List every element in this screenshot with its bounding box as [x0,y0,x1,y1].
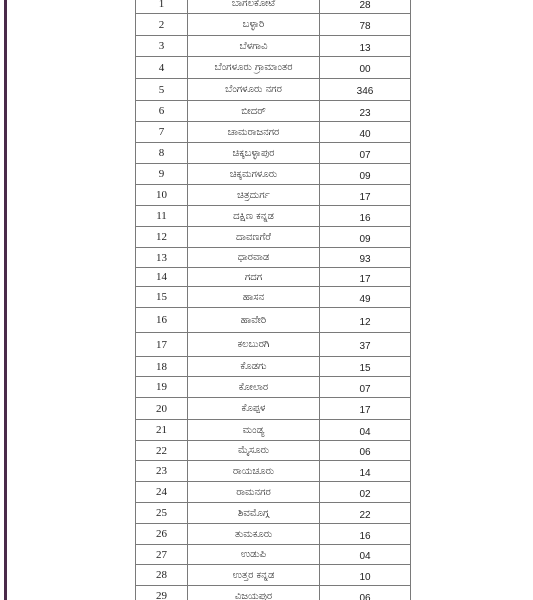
serial-number-cell: 20 [136,398,188,420]
table-row [136,377,411,398]
district-name-cell: ವಿಜಯಪುರ [188,586,320,600]
district-name-cell: ಮಂಡ್ಯ [188,420,320,441]
district-name-cell: ಬೆಳಗಾವಿ [188,36,320,57]
table-row [136,565,411,586]
count-value: 78 [359,21,371,32]
count-cell [320,14,411,36]
count-cell [320,482,411,503]
serial-number-cell: 16 [136,308,188,333]
district-name-cell: ಚಾಮರಾಜನಗರ [188,122,320,143]
serial-number-cell: 2 [136,14,188,36]
table-row [136,333,411,357]
district-name-cell: ಬಾಗಲಕೋಟೆ [188,0,320,14]
district-name-cell: ಕೋಲಾರ [188,377,320,398]
count-cell [320,398,411,420]
count-cell [320,206,411,227]
district-name-cell: ದಾವಣಗೆರೆ [188,227,320,248]
district-name-cell: ಚಿತ್ರದುರ್ಗ [188,185,320,206]
count-cell [320,565,411,586]
count-cell [320,333,411,357]
table-row [136,143,411,164]
table-row [136,185,411,206]
table-body [136,0,411,600]
count-cell [320,441,411,461]
district-name-cell: ಕಲಬುರಗಿ [188,333,320,357]
count-value: 14 [359,467,371,479]
district-name-cell: ಮೈಸೂರು [188,441,320,461]
count-value: 04 [359,551,371,562]
count-value: 22 [359,509,371,521]
count-cell [320,268,411,287]
count-value: 37 [359,341,371,352]
serial-number-cell: 21 [136,420,188,441]
serial-number-cell: 15 [136,287,188,308]
serial-number-cell: 11 [136,206,188,227]
count-cell [320,287,411,308]
count-cell [320,420,411,441]
count-value: 06 [359,592,371,600]
district-name-cell: ಕೊಪ್ಪಳ [188,398,320,420]
district-name-cell: ಗದಗ [188,268,320,287]
serial-number-cell: 18 [136,357,188,377]
serial-number-cell: 12 [136,227,188,248]
count-cell [320,524,411,545]
count-value: 17 [359,405,371,416]
count-cell [320,461,411,482]
count-value: 00 [359,64,371,75]
page-left-rule [4,0,7,600]
count-value: 04 [359,426,371,438]
count-cell [320,185,411,206]
count-cell [320,227,411,248]
serial-number-cell: 26 [136,524,188,545]
district-name-cell: ದಕ್ಷಿಣ ಕನ್ನಡ [188,206,320,227]
table-row [136,524,411,545]
table-row [136,268,411,287]
count-value: 23 [359,107,371,119]
serial-number-cell: 4 [136,57,188,79]
count-value: 09 [359,170,371,182]
count-cell [320,377,411,398]
district-name-cell: ಕೊಡಗು [188,357,320,377]
table-row [136,357,411,377]
count-cell [320,545,411,565]
count-value: 06 [359,447,371,458]
table-row [136,14,411,36]
table-row [136,586,411,600]
serial-number-cell: 17 [136,333,188,357]
district-name-cell: ಉತ್ತರ ಕನ್ನಡ [188,565,320,586]
serial-number-cell: 7 [136,122,188,143]
district-name-cell: ಬೆಂಗಳೂರು ಗ್ರಾಮಾಂತರ [188,57,320,79]
count-cell [320,36,411,57]
district-name-cell: ಚಿಕ್ಕಬಳ್ಳಾಪುರ [188,143,320,164]
serial-number-cell: 1 [136,0,188,14]
district-name-cell: ರಾಯಚೂರು [188,461,320,482]
serial-number-cell: 27 [136,545,188,565]
serial-number-cell: 8 [136,143,188,164]
count-value: 07 [359,383,371,395]
district-name-cell: ಚಿಕ್ಕಮಗಳೂರು [188,164,320,185]
count-value: 15 [359,363,371,374]
district-name-cell: ಹಾಸನ [188,287,320,308]
district-name-cell: ಶಿವಮೊಗ್ಗ [188,503,320,524]
table-row [136,461,411,482]
count-value: 07 [359,149,371,161]
district-name-cell: ರಾಮನಗರ [188,482,320,503]
table-row [136,57,411,79]
count-value: 16 [359,212,371,224]
serial-number-cell: 3 [136,36,188,57]
count-value: 28 [359,0,371,11]
count-cell [320,248,411,268]
table-row [136,308,411,333]
count-value: 346 [356,86,374,97]
count-value: 13 [359,42,371,54]
serial-number-cell: 28 [136,565,188,586]
table-row [136,227,411,248]
count-cell [320,0,411,14]
count-value: 93 [359,254,371,265]
table-row [136,122,411,143]
count-cell [320,503,411,524]
district-count-table [135,0,411,600]
district-name-cell: ಹಾವೇರಿ [188,308,320,333]
table-row [136,545,411,565]
count-value: 17 [359,191,371,203]
district-name-cell: ಬಳ್ಳಾರಿ [188,14,320,36]
count-value: 02 [359,488,371,500]
count-cell [320,101,411,122]
district-name-cell: ಬೆಂಗಳೂರು ನಗರ [188,79,320,101]
serial-number-cell: 24 [136,482,188,503]
count-cell [320,357,411,377]
district-name-cell: ಉಡುಪಿ [188,545,320,565]
table-row [136,441,411,461]
count-value: 09 [359,233,371,245]
table-row [136,420,411,441]
serial-number-cell: 22 [136,441,188,461]
count-cell [320,308,411,333]
serial-number-cell: 19 [136,377,188,398]
table-row [136,36,411,57]
count-value: 10 [359,571,371,583]
count-value: 40 [359,128,371,140]
table-row [136,398,411,420]
count-cell [320,79,411,101]
count-value: 17 [359,273,371,285]
district-name-cell: ತುಮಕೂರು [188,524,320,545]
count-value: 49 [359,293,371,305]
table-row [136,0,411,14]
serial-number-cell: 5 [136,79,188,101]
count-value: 16 [359,530,371,542]
table-row [136,164,411,185]
table-row [136,503,411,524]
count-value: 12 [359,316,371,328]
table-row [136,79,411,101]
serial-number-cell: 29 [136,586,188,600]
district-name-cell: ಬೀದರ್ [188,101,320,122]
table-row [136,206,411,227]
serial-number-cell: 14 [136,268,188,287]
serial-number-cell: 10 [136,185,188,206]
table-row [136,248,411,268]
serial-number-cell: 6 [136,101,188,122]
serial-number-cell: 13 [136,248,188,268]
count-cell [320,586,411,600]
serial-number-cell: 9 [136,164,188,185]
count-cell [320,122,411,143]
serial-number-cell: 25 [136,503,188,524]
count-cell [320,57,411,79]
table-row [136,482,411,503]
table-row [136,101,411,122]
district-name-cell: ಧಾರವಾಡ [188,248,320,268]
table-row [136,287,411,308]
count-cell [320,143,411,164]
count-cell [320,164,411,185]
serial-number-cell: 23 [136,461,188,482]
